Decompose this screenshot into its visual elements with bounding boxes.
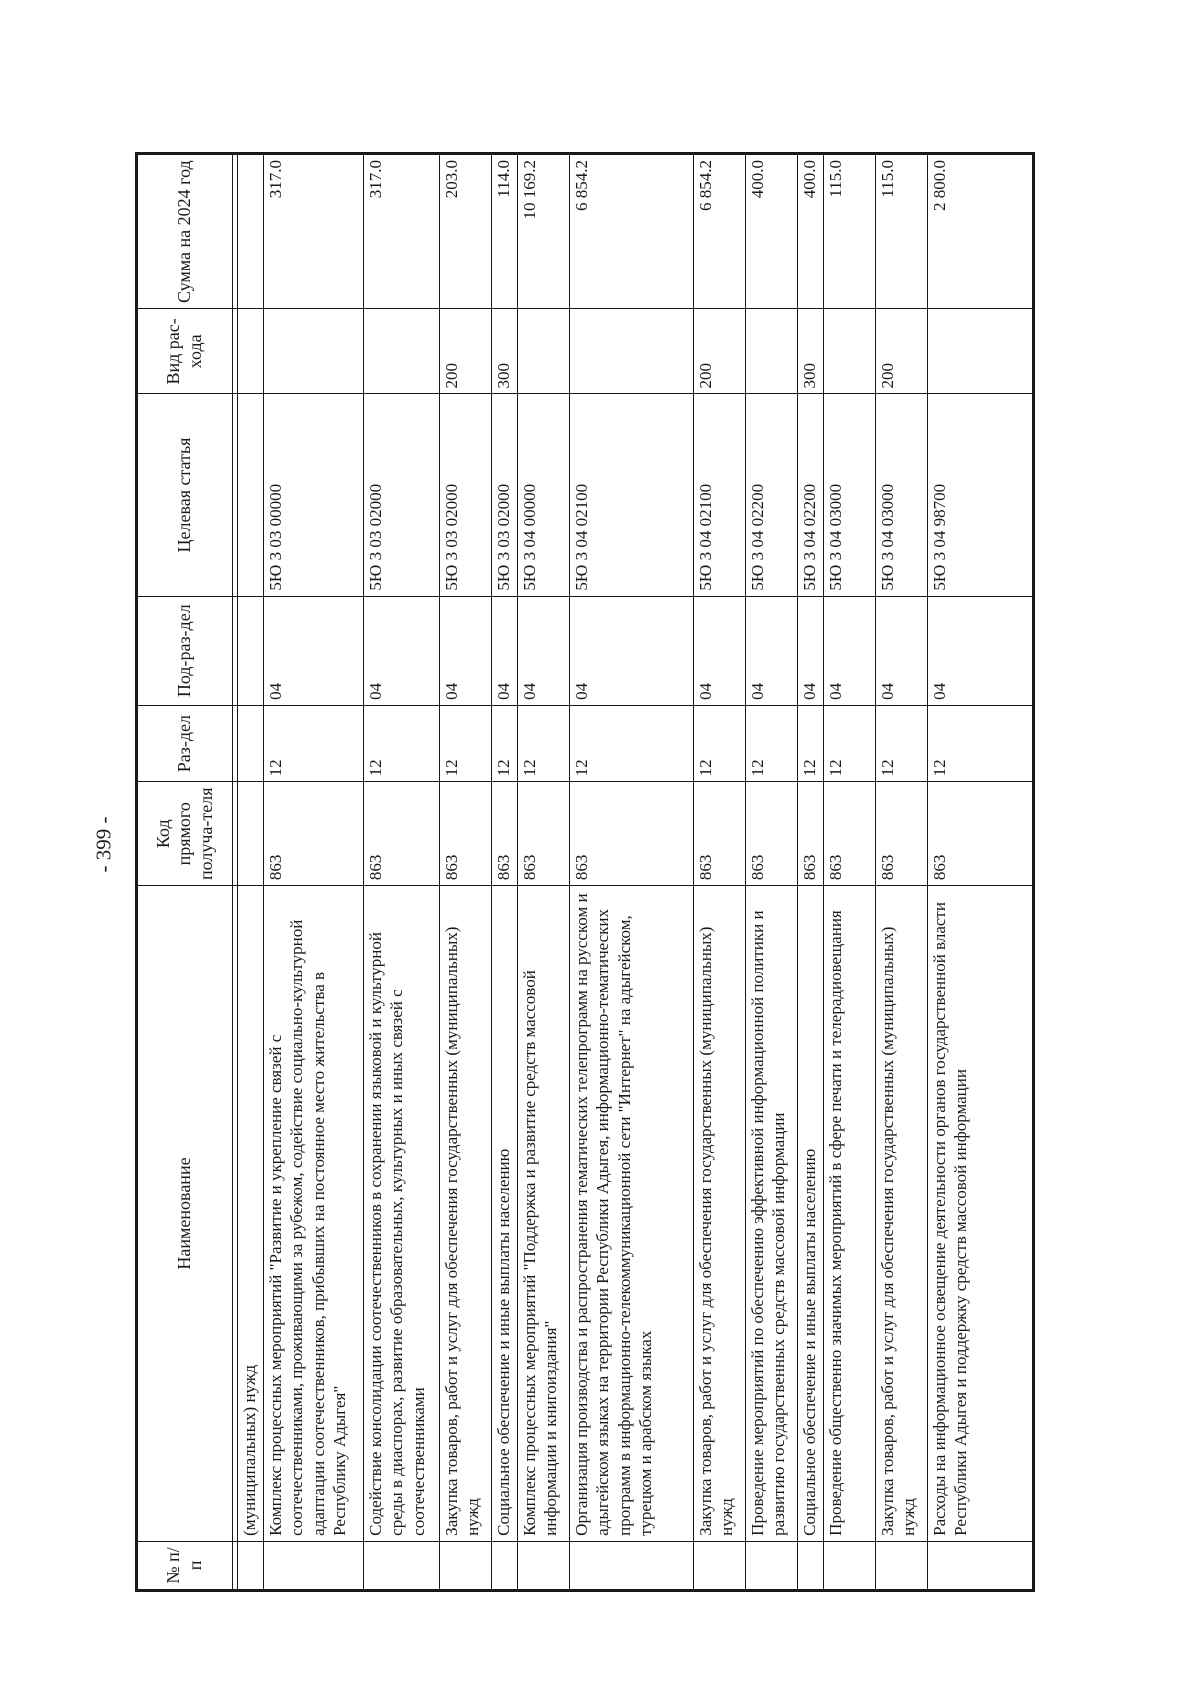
cell-num [264, 1541, 364, 1590]
cell-razdel: 12 [364, 705, 440, 781]
cell-article: 5Ю 3 03 02000 [492, 394, 518, 596]
cell-sum: 10 169.2 [518, 154, 570, 309]
cell-num [798, 1541, 824, 1590]
cell-razdel: 12 [928, 705, 1034, 781]
cell-vid: 200 [694, 309, 746, 394]
header-num: № п/п [137, 1541, 233, 1590]
header-code: Код прямого получа-теля [137, 782, 233, 886]
cell-num [876, 1541, 928, 1590]
cell-sum: 317.0 [264, 154, 364, 309]
cell-code: 863 [440, 782, 492, 886]
table-row [694, 154, 746, 1591]
cell-name: Социальное обеспечение и иные выплаты населению [492, 886, 518, 1542]
cell-num [824, 1541, 876, 1590]
cell-num [928, 1541, 1034, 1590]
cell-article [238, 394, 264, 596]
rotated-table-container [135, 152, 1035, 1592]
cell-code: 863 [798, 782, 824, 886]
cell-name: Содействие консолидации соотечественников в сохранении языковой и культурной среды в диаспорах, развитие образовательных, культурных и иных связей с соотечественниками [364, 886, 440, 1542]
cell-razdel [238, 705, 264, 781]
cell-razdel: 12 [876, 705, 928, 781]
cell-sum: 115.0 [876, 154, 928, 309]
table-row [364, 154, 440, 1591]
cell-article: 5Ю 3 04 03000 [876, 394, 928, 596]
cell-podrazdel: 04 [824, 596, 876, 705]
cell-podrazdel [238, 596, 264, 705]
cell-razdel: 12 [440, 705, 492, 781]
page-number [84, 816, 124, 872]
cell-razdel: 12 [824, 705, 876, 781]
cell-razdel: 12 [746, 705, 798, 781]
cell-podrazdel: 04 [876, 596, 928, 705]
table-row [876, 154, 928, 1591]
cell-razdel: 12 [264, 705, 364, 781]
cell-code: 863 [264, 782, 364, 886]
cell-article: 5Ю 3 03 02000 [364, 394, 440, 596]
header-razdel: Раз-дел [137, 705, 233, 781]
cell-article: 5Ю 3 04 98700 [928, 394, 1034, 596]
table-row [264, 154, 364, 1591]
table-row [746, 154, 798, 1591]
cell-sum: 115.0 [824, 154, 876, 309]
cell-num [570, 1541, 694, 1590]
cell-vid: 200 [440, 309, 492, 394]
cell-podrazdel: 04 [364, 596, 440, 705]
cell-name: Проведение общественно значимых мероприятий в сфере печати и телерадиовещания [824, 886, 876, 1542]
cell-name: Закупка товаров, работ и услуг для обеспечения государственных (муниципальных) нужд [440, 886, 492, 1542]
header-podrazdel: Под-раз-дел [137, 596, 233, 705]
cell-podrazdel: 04 [798, 596, 824, 705]
cell-article: 5Ю 3 04 00000 [518, 394, 570, 596]
cell-article: 5Ю 3 04 02200 [746, 394, 798, 596]
cell-code: 863 [824, 782, 876, 886]
table-row [492, 154, 518, 1591]
cell-razdel: 12 [570, 705, 694, 781]
cell-vid: 300 [492, 309, 518, 394]
cell-podrazdel: 04 [694, 596, 746, 705]
cell-vid [746, 309, 798, 394]
cell-razdel: 12 [694, 705, 746, 781]
cell-vid [518, 309, 570, 394]
cell-sum: 6 854.2 [694, 154, 746, 309]
cell-code: 863 [928, 782, 1034, 886]
cell-name: Комплекс процессных мероприятий "Поддержка и развитие средств массовой информации и книгоиздания" [518, 886, 570, 1542]
cell-code: 863 [694, 782, 746, 886]
cell-name: (муниципальных) нужд [238, 886, 264, 1542]
cell-name: Закупка товаров, работ и услуг для обеспечения государственных (муниципальных) нужд [694, 886, 746, 1542]
page-number-text: - 399 - [91, 816, 116, 872]
budget-table [135, 152, 1035, 1592]
cell-code: 863 [876, 782, 928, 886]
cell-podrazdel: 04 [440, 596, 492, 705]
cell-code: 863 [518, 782, 570, 886]
table-row [238, 154, 264, 1591]
cell-razdel: 12 [798, 705, 824, 781]
cell-article: 5Ю 3 03 00000 [264, 394, 364, 596]
cell-code: 863 [364, 782, 440, 886]
table-row [518, 154, 570, 1591]
cell-article: 5Ю 3 04 02100 [570, 394, 694, 596]
cell-sum: 6 854.2 [570, 154, 694, 309]
cell-vid: 300 [798, 309, 824, 394]
cell-name: Расходы на информационное освещение деятельности органов государственной власти Республики Адыгея и поддержку средств массовой информации [928, 886, 1034, 1542]
cell-code: 863 [492, 782, 518, 886]
cell-vid [824, 309, 876, 394]
cell-vid: 200 [876, 309, 928, 394]
cell-vid [364, 309, 440, 394]
cell-article: 5Ю 3 04 02200 [798, 394, 824, 596]
header-vid: Вид рас-хода [137, 309, 233, 394]
cell-code: 863 [570, 782, 694, 886]
cell-vid [928, 309, 1034, 394]
cell-podrazdel: 04 [264, 596, 364, 705]
table-row [824, 154, 876, 1591]
cell-sum: 2 800.0 [928, 154, 1034, 309]
table-row [928, 154, 1034, 1591]
cell-article: 5Ю 3 04 03000 [824, 394, 876, 596]
cell-sum: 203.0 [440, 154, 492, 309]
header-name: Наименование [137, 886, 233, 1542]
cell-name: Проведение мероприятий по обеспечению эффективной информационной политики и развитию государственных средств массовой информации [746, 886, 798, 1542]
table-row [440, 154, 492, 1591]
cell-name: Закупка товаров, работ и услуг для обеспечения государственных (муниципальных) нужд [876, 886, 928, 1542]
cell-num [492, 1541, 518, 1590]
cell-name: Организация производства и распространения тематических телепрограмм на русском и адыгейском языках на территории Республики Адыгея, информационно-тематических программ в информационно-телекоммуникационной сети "Интернет" на адыгейском, турецком и арабском языках [570, 886, 694, 1542]
cell-razdel: 12 [518, 705, 570, 781]
cell-podrazdel: 04 [746, 596, 798, 705]
cell-sum: 400.0 [798, 154, 824, 309]
cell-num [518, 1541, 570, 1590]
cell-vid [570, 309, 694, 394]
cell-article: 5Ю 3 03 02000 [440, 394, 492, 596]
cell-sum: 317.0 [364, 154, 440, 309]
cell-code: 863 [746, 782, 798, 886]
cell-name: Социальное обеспечение и иные выплаты населению [798, 886, 824, 1542]
cell-num [694, 1541, 746, 1590]
cell-num [440, 1541, 492, 1590]
cell-sum: 114.0 [492, 154, 518, 309]
cell-vid [238, 309, 264, 394]
cell-podrazdel: 04 [928, 596, 1034, 705]
cell-name: Комплекс процессных мероприятий "Развитие и укрепление связей с соотечественниками, проживающими за рубежом, содействие социально-культурной адаптации соотечественников, прибывших на постоянное место жительства в Республику Адыгея" [264, 886, 364, 1542]
cell-article: 5Ю 3 04 02100 [694, 394, 746, 596]
cell-code [238, 782, 264, 886]
cell-sum [238, 154, 264, 309]
cell-podrazdel: 04 [570, 596, 694, 705]
header-sum: Сумма на 2024 год [137, 154, 233, 309]
cell-vid [264, 309, 364, 394]
table-header-row [137, 154, 233, 1591]
cell-sum: 400.0 [746, 154, 798, 309]
cell-num [364, 1541, 440, 1590]
cell-razdel: 12 [492, 705, 518, 781]
cell-num [238, 1541, 264, 1590]
cell-num [746, 1541, 798, 1590]
table-row [798, 154, 824, 1591]
header-article: Целевая статья [137, 394, 233, 596]
table-row [570, 154, 694, 1591]
cell-podrazdel: 04 [518, 596, 570, 705]
cell-podrazdel: 04 [492, 596, 518, 705]
